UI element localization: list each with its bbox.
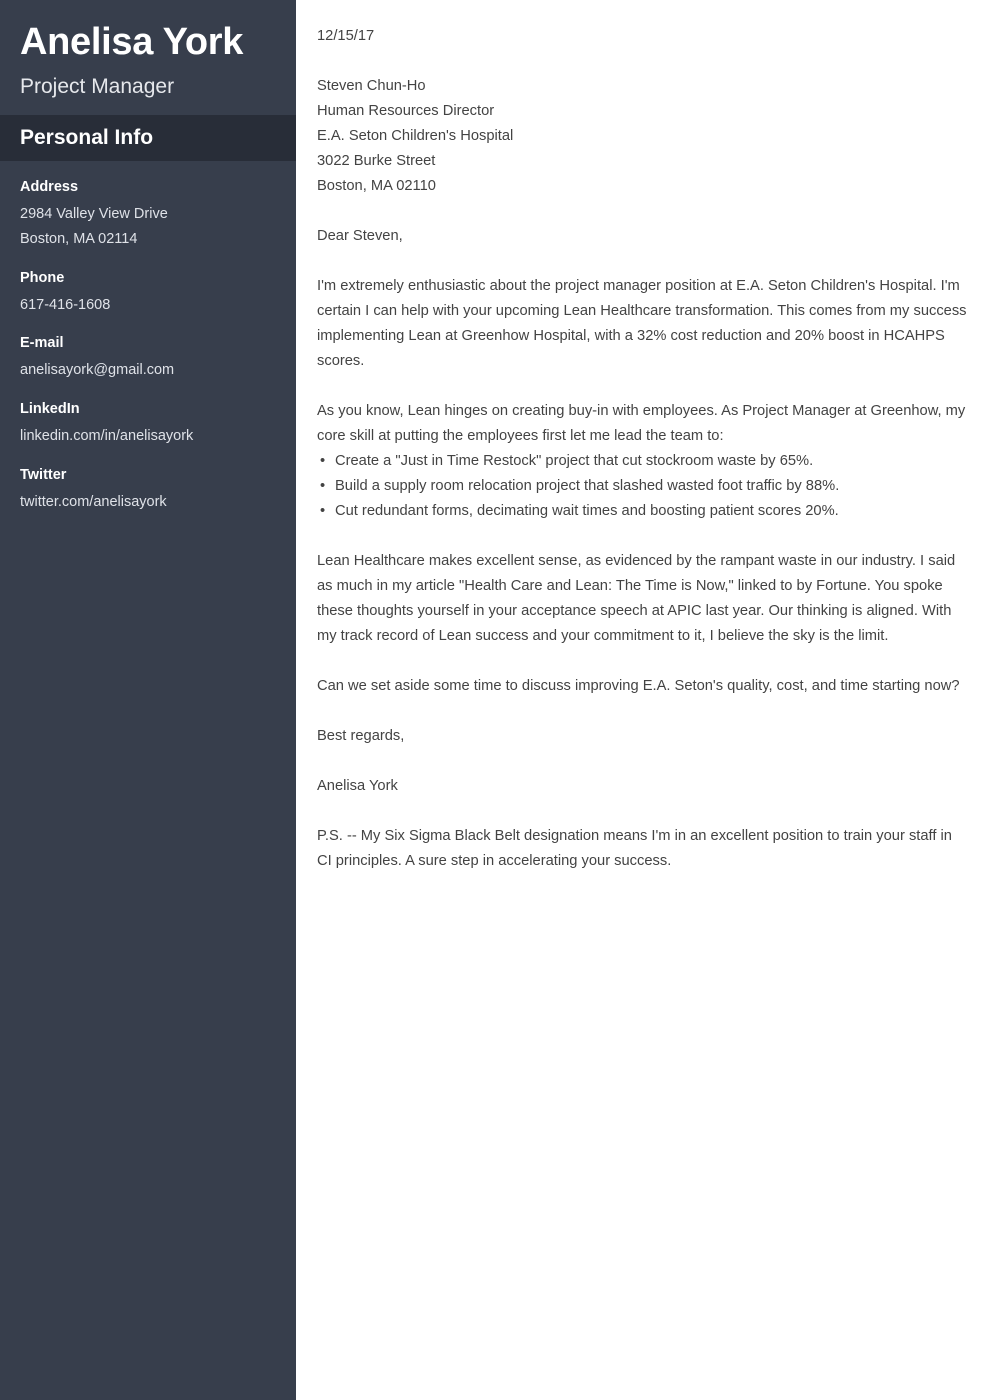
- achievement-bullet-list: [317, 449, 968, 524]
- paragraph-4: Can we set aside some time to discuss improving E.A. Seton's quality, cost, and time starting now?: [317, 678, 960, 694]
- list-item: • Create a "Just in Time Restock" project that cut stockroom waste by 65%.: [317, 449, 968, 474]
- contact-label-email: E-mail: [20, 335, 64, 352]
- sidebar: [0, 0, 296, 1400]
- contact-label-address: Address: [20, 179, 79, 196]
- contact-block-linkedin: [20, 399, 276, 449]
- contact-value-address-line2: Boston, MA 02114: [20, 230, 138, 247]
- recipient-name: Steven Chun-Ho: [317, 78, 426, 94]
- salutation: Dear Steven,: [317, 228, 403, 244]
- recipient-city-state-zip: Boston, MA 02110: [317, 178, 436, 194]
- recipient-street: 3022 Burke Street: [317, 153, 436, 169]
- letter-body: [296, 0, 990, 1400]
- list-item: • Cut redundant forms, decimating wait times and boosting patient scores 20%.: [317, 499, 968, 524]
- contact-value-twitter[interactable]: twitter.com/anelisayork: [20, 493, 167, 510]
- signature-name: Anelisa York: [317, 778, 398, 794]
- personal-info-band: [0, 115, 296, 161]
- recipient-company: E.A. Seton Children's Hospital: [317, 128, 514, 144]
- contact-block-address: [20, 177, 276, 252]
- sidebar-header: [0, 0, 296, 115]
- candidate-name: Anelisa York: [20, 21, 244, 63]
- recipient-title: Human Resources Director: [317, 103, 495, 119]
- contact-value-phone: 617-416-1608: [20, 296, 111, 313]
- personal-info-heading: Personal Info: [20, 125, 154, 149]
- contact-block-phone: [20, 268, 276, 318]
- list-item: • Build a supply room relocation project that slashed wasted foot traffic by 88%.: [317, 474, 968, 499]
- closing-salutation: Best regards,: [317, 728, 405, 744]
- contact-block-twitter: [20, 465, 276, 515]
- postscript: P.S. -- My Six Sigma Black Belt designation means I'm in an excellent position to train your staff in CI principles. A sure step in accelerating your success.: [317, 828, 952, 869]
- recipient-block: [317, 74, 968, 199]
- contact-info-list: [0, 161, 296, 514]
- contact-value-linkedin[interactable]: linkedin.com/in/anelisayork: [20, 427, 194, 444]
- contact-label-linkedin: LinkedIn: [20, 401, 80, 418]
- letter-date: 12/15/17: [317, 28, 375, 44]
- contact-label-phone: Phone: [20, 269, 65, 286]
- candidate-job-title: Project Manager: [20, 74, 175, 98]
- contact-value-email[interactable]: anelisayork@gmail.com: [20, 362, 175, 379]
- paragraph-1: I'm extremely enthusiastic about the project manager position at E.A. Seton Children's Hospital. I'm certain I can help with your upcoming Lean Healthcare transformation. This comes from my success implementing Lean at Greenhow Hospital, with a 32% cost reduction and 20% boost in HCAHPS scores.: [317, 278, 967, 369]
- contact-label-twitter: Twitter: [20, 466, 67, 483]
- paragraph-2: As you know, Lean hinges on creating buy-in with employees. As Project Manager at Greenhow, my core skill at putting the employees first let me lead the team to:: [317, 403, 966, 444]
- paragraph-3: Lean Healthcare makes excellent sense, as evidenced by the rampant waste in our industry. I said as much in my article "Health Care and Lean: The Time is Now," linked to by Fortune. You spoke these thoughts yourself in your acceptance speech at APIC last year. Our thinking is aligned. With my track record of Lean success and your commitment to it, I believe the sky is the limit.: [317, 553, 956, 644]
- contact-value-address-line1: 2984 Valley View Drive: [20, 205, 168, 222]
- contact-block-email: [20, 333, 276, 383]
